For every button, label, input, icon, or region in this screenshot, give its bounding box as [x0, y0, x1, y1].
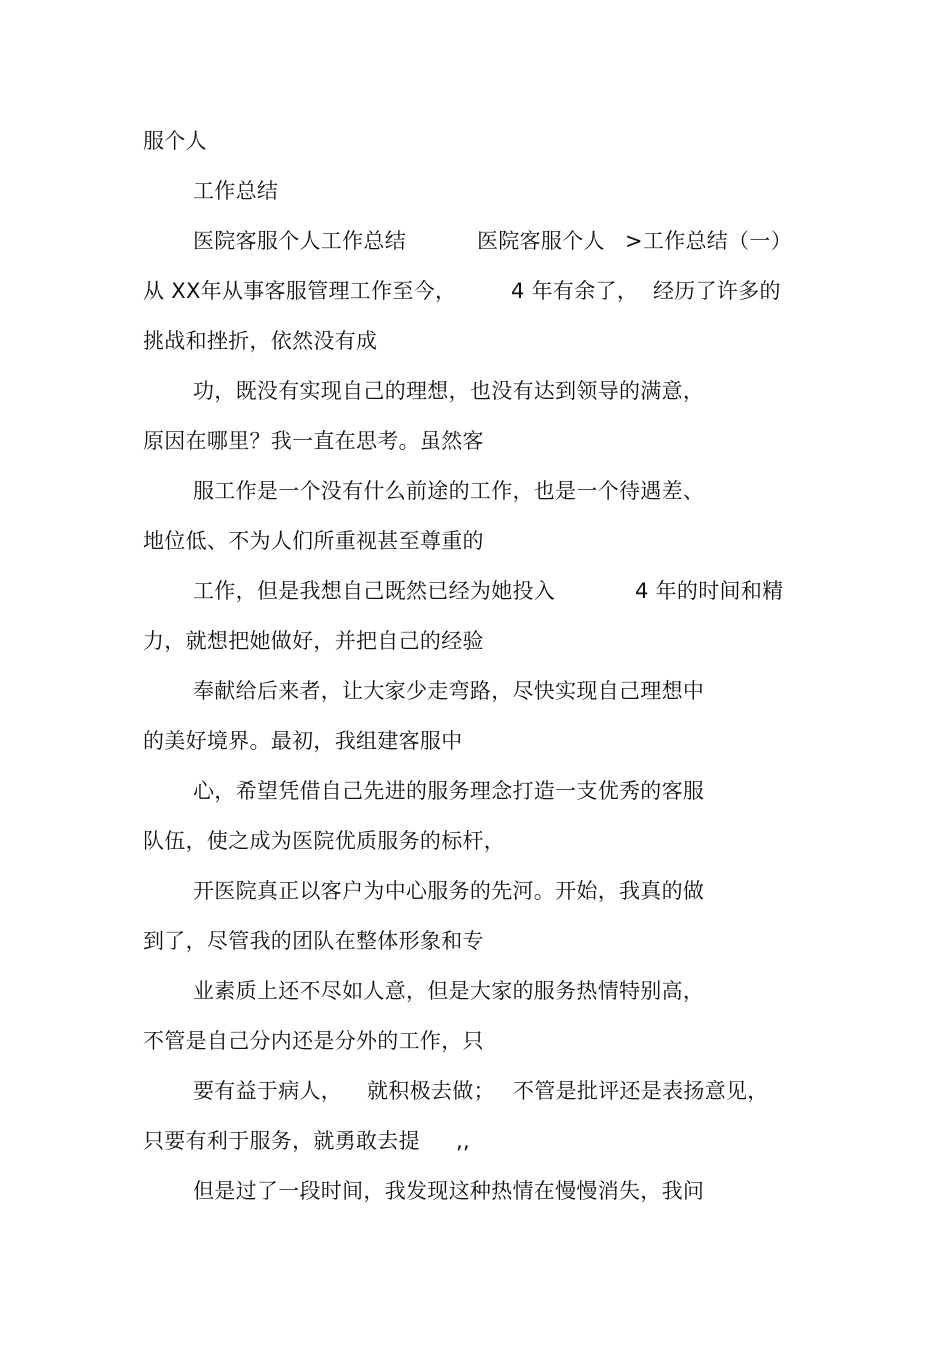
text-segment: 的美好境界。最初，我组建客服中	[143, 729, 463, 753]
text-segment: 功，既没有实现自己的理想，也没有达到领导的满意，	[193, 379, 705, 403]
text-segment: 原因在哪里？我一直在思考。虽然客	[143, 429, 484, 453]
text-segment: 服工作是一个没有什么前途的工作，也是一个待遇差、	[193, 479, 705, 503]
text-line	[143, 126, 207, 216]
text-segment: 业素质上还不尽如人意，但是大家的服务热情特别高，	[193, 979, 705, 1003]
text-segment: 从 XX年从事客服管理工作至今，	[143, 279, 457, 303]
text-segment: 不管是自己分内还是分外的工作，只	[143, 1029, 484, 1053]
text-segment: 要有益于病人，	[193, 1079, 343, 1103]
text-segment: 队伍，使之成为医院优质服务的标杆，	[143, 829, 506, 853]
text-segment: 开医院真正以客户为中心服务的先河。开始，我真的做	[193, 879, 705, 903]
text-segment: 只要有利于服务，就勇敢去提	[143, 1129, 420, 1153]
text-segment: 但是过了一段时间，我发现这种热情在慢慢消失，我问	[193, 1179, 705, 1203]
text-segment: 力，就想把她做好，并把自己的经验	[143, 629, 484, 653]
text-line	[193, 1176, 705, 1266]
text-segment: 挑战和挫折，依然没有成	[143, 329, 378, 353]
text-segment: >工作总结（一）	[625, 229, 792, 253]
text-segment: 到了，尽管我的团队在整体形象和专	[143, 929, 484, 953]
text-segment: 就积极去做；	[367, 1079, 495, 1103]
text-segment: 工作，但是我想自己既然已经为她投入	[193, 579, 556, 603]
text-segment: ,,	[456, 1129, 470, 1153]
text-segment: 经历了许多的	[653, 279, 781, 303]
text-segment: 心，希望凭借自己先进的服务理念打造一支优秀的客服	[193, 779, 705, 803]
text-line	[143, 326, 378, 416]
text-segment: 奉献给后来者，让大家少走弯路，尽快实现自己理想中	[193, 679, 705, 703]
text-segment: 4 年的时间和精	[635, 579, 784, 603]
text-segment: 医院客服个人	[477, 229, 605, 253]
text-segment: 医院客服个人工作总结	[193, 229, 406, 253]
text-segment: 地位低、不为人们所重视甚至尊重的	[143, 529, 484, 553]
text-segment: 4 年有余了，	[511, 279, 639, 303]
text-segment: 工作总结	[193, 179, 279, 203]
text-segment: 不管是批评还是表扬意见，	[513, 1079, 769, 1103]
text-segment: 服个人	[143, 129, 207, 153]
